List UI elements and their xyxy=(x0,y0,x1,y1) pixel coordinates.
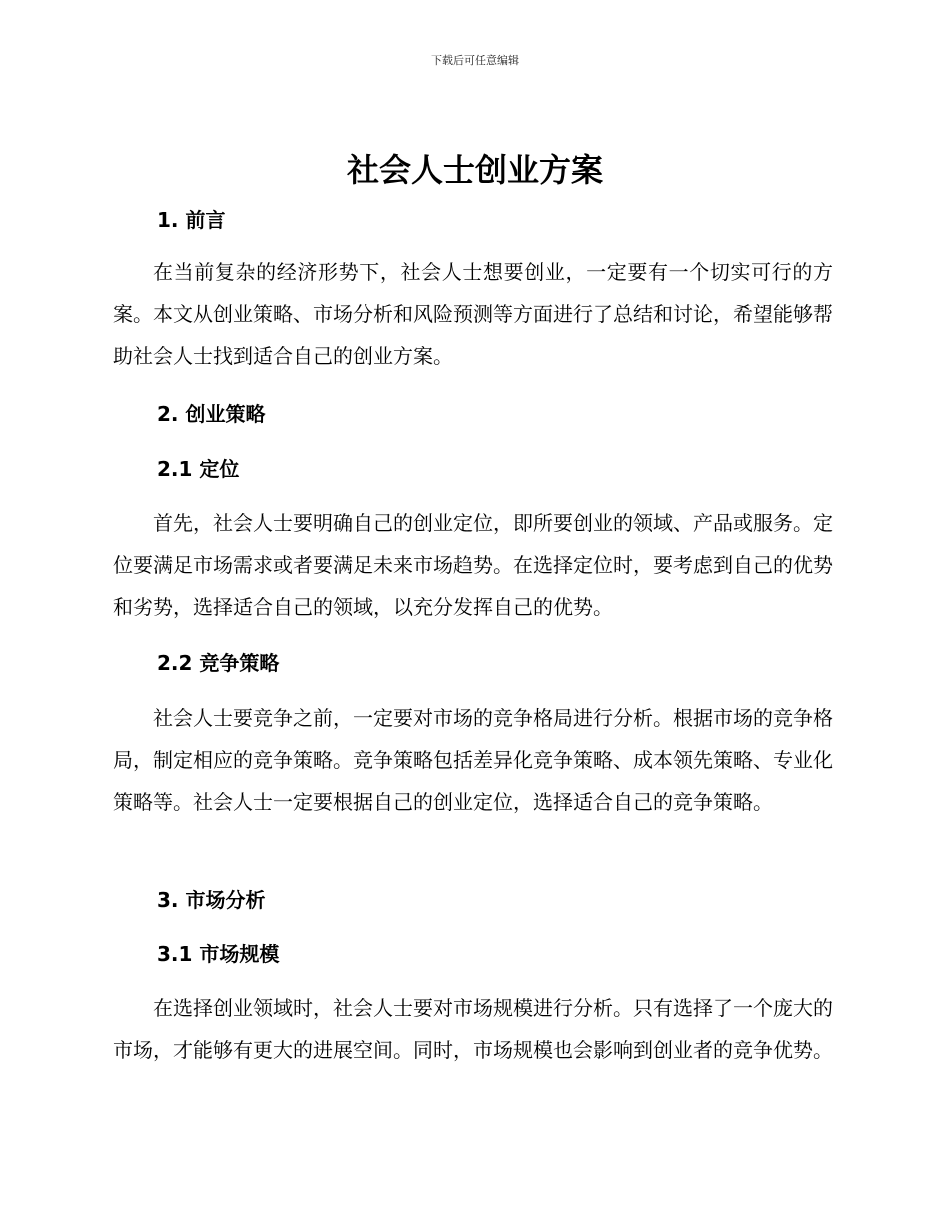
paragraph-positioning: 首先，社会人士要明确自己的创业定位，即所要创业的领域、产品或服务。定位要满足市场需求或者要满足未来市场趋势。在选择定位时，要考虑到自己的优势和劣势，选择适合自己的领域，以充分发挥自己的优势。 xyxy=(113,511,833,619)
document-title: 社会人士创业方案 xyxy=(346,151,603,189)
paragraph-preface: 在当前复杂的经济形势下，社会人士想要创业，一定要有一个切实可行的方案。本文从创业策略、市场分析和风险预测等方面进行了总结和讨论，希望能够帮助社会人士找到适合自己的创业方案。 xyxy=(113,260,833,368)
paragraph-market-size: 在选择创业领域时，社会人士要对市场规模进行分析。只有选择了一个庞大的市场，才能够有更大的进展空间。同时，市场规模也会影响到创业者的竞争优势。 xyxy=(113,996,833,1062)
section-heading-market-size: 3.1 市场规模 xyxy=(157,942,280,966)
section-heading-strategy: 2. 创业策略 xyxy=(157,402,266,426)
section-heading-positioning: 2.1 定位 xyxy=(157,457,240,481)
header-note: 下载后可任意编辑 xyxy=(431,54,519,67)
paragraph-competition: 社会人士要竞争之前，一定要对市场的竞争格局进行分析。根据市场的竞争格局，制定相应的竞争策略。竞争策略包括差异化竞争策略、成本领先策略、专业化策略等。社会人士一定要根据自己的创业定位，选择适合自己的竞争策略。 xyxy=(113,706,833,814)
section-heading-competition: 2.2 竞争策略 xyxy=(157,651,280,675)
section-heading-market-analysis: 3. 市场分析 xyxy=(157,888,266,912)
section-heading-preface: 1. 前言 xyxy=(157,208,226,232)
